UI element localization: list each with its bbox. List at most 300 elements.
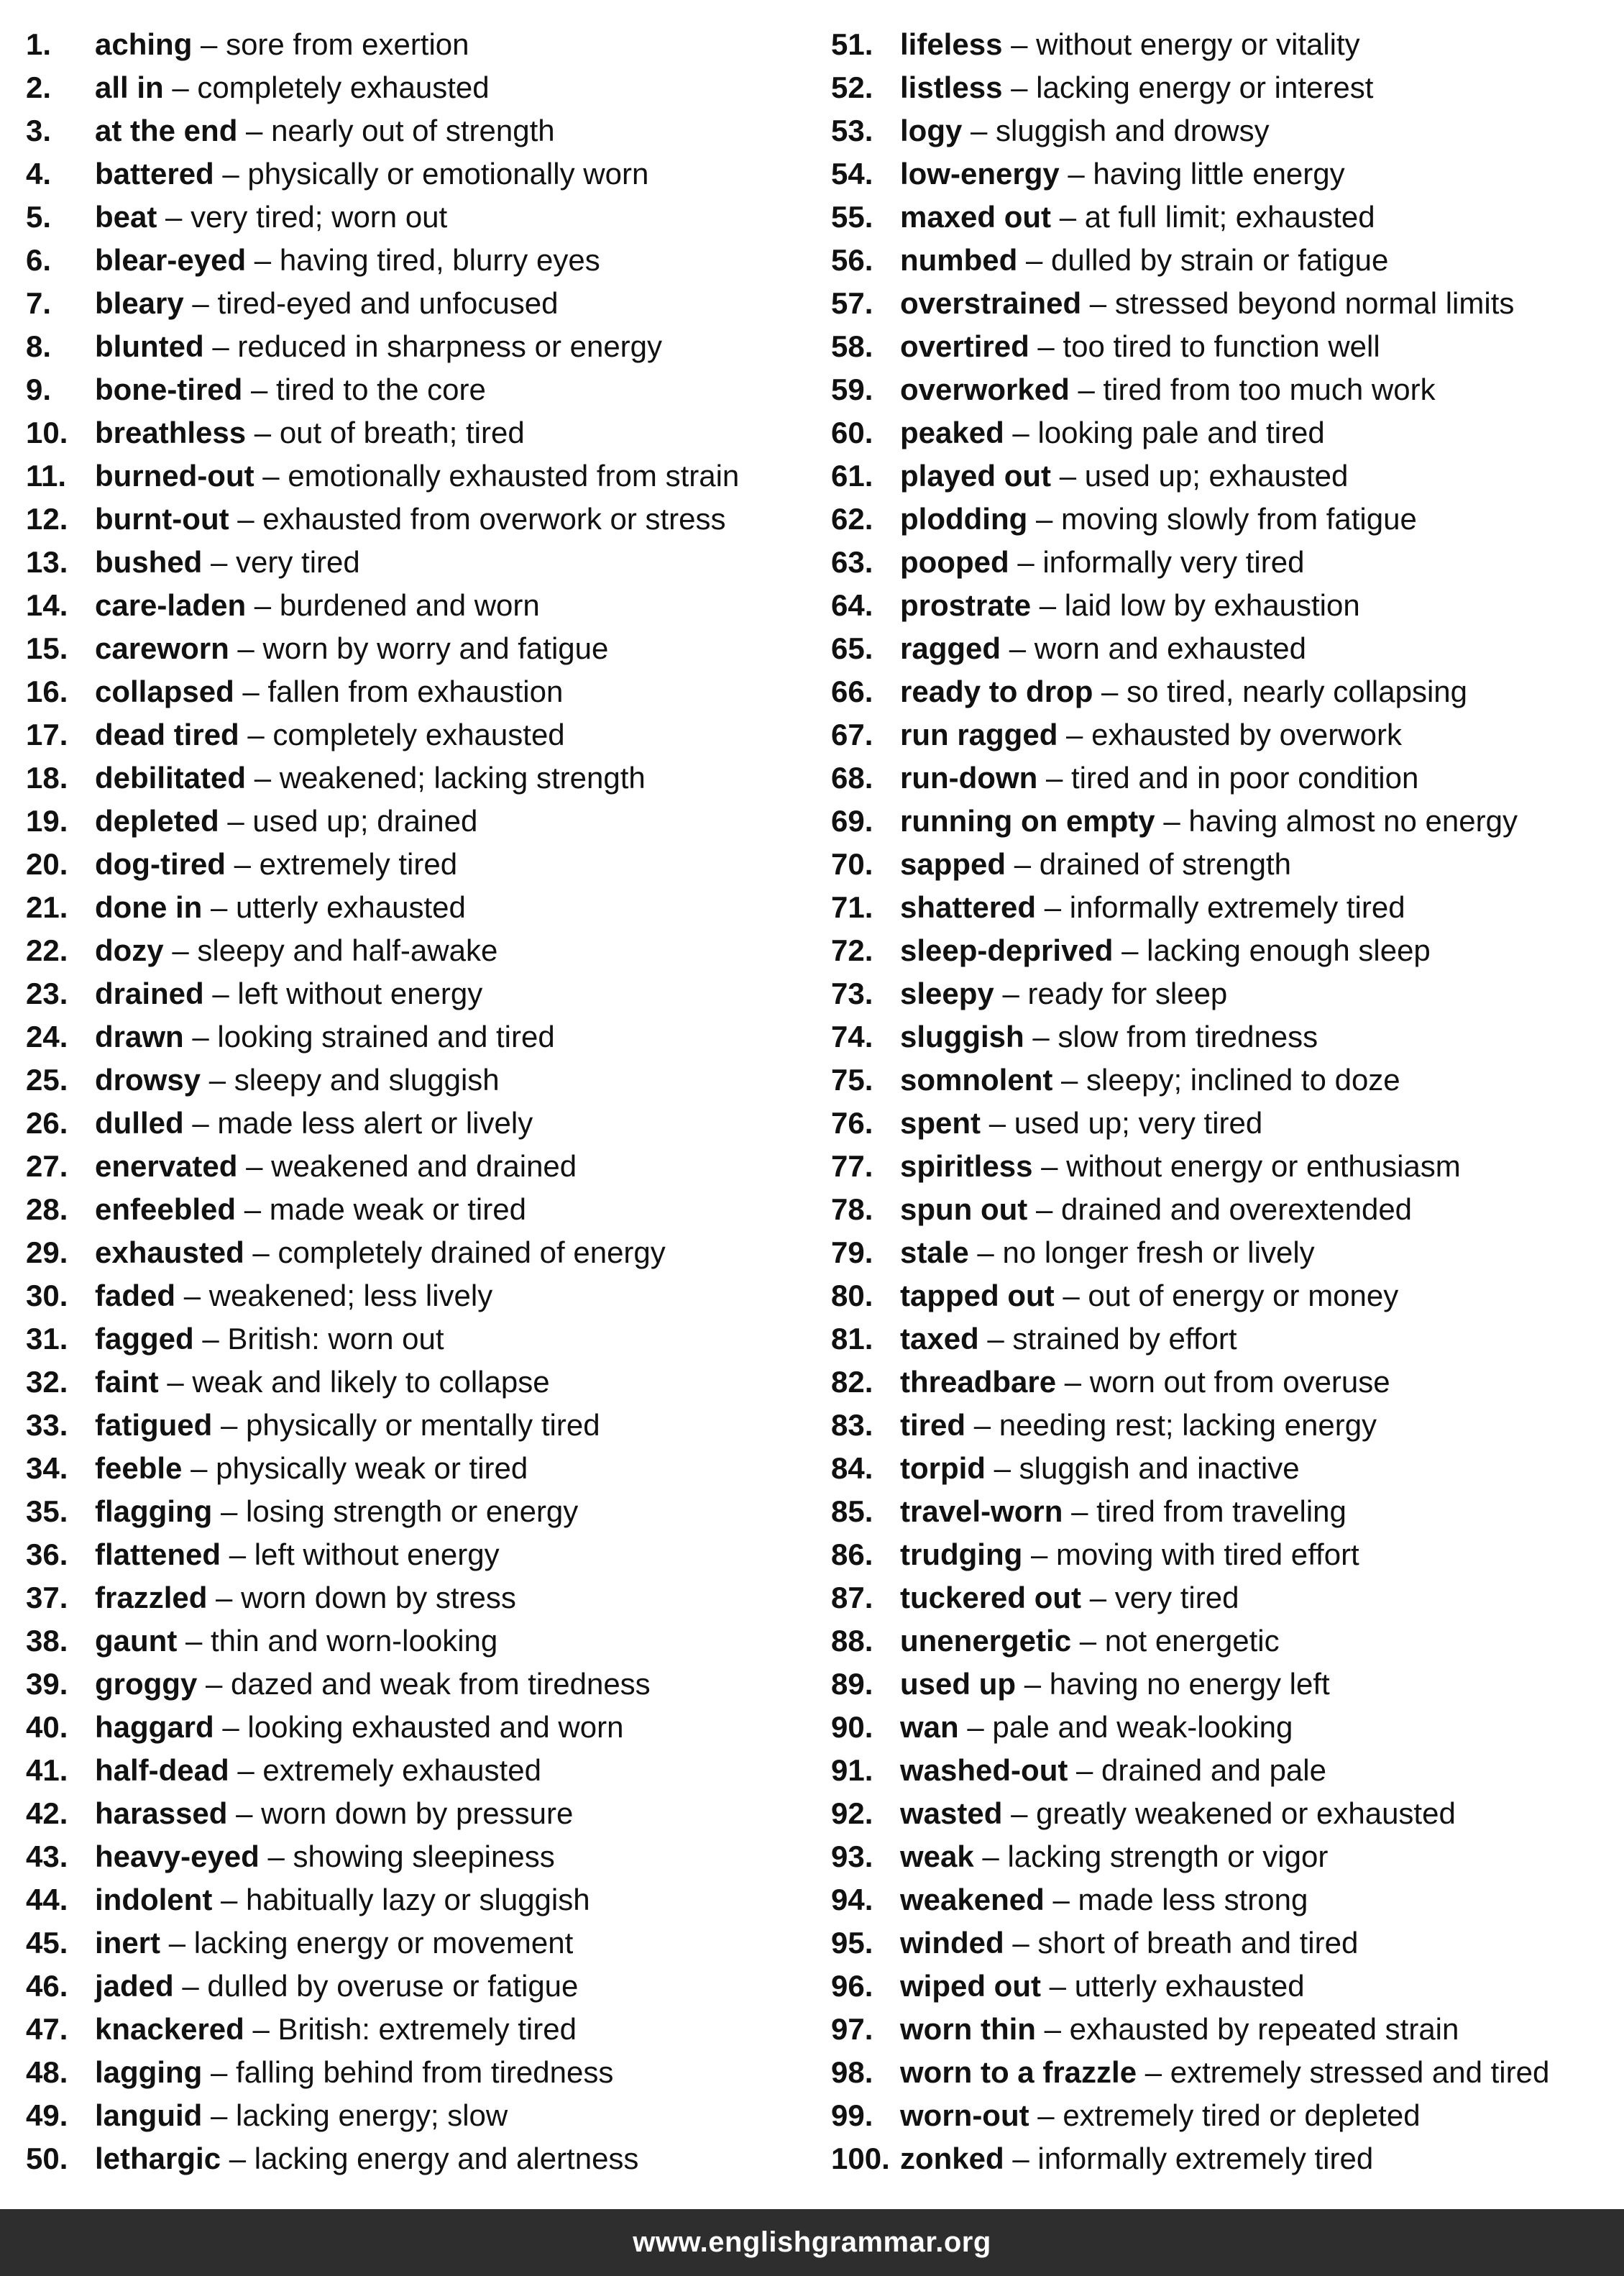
item-separator: –: [1052, 1883, 1070, 1916]
item-term: languid: [95, 2098, 203, 2132]
item-number: 29.: [26, 1235, 68, 1269]
item-term: overstrained: [900, 286, 1082, 320]
item-number: 6.: [26, 243, 52, 277]
list-item: [831, 757, 1615, 800]
item-term: beat: [95, 200, 157, 234]
item-definition: extremely tired or depleted: [1063, 2098, 1421, 2132]
item-number: 66.: [831, 675, 873, 708]
list-item: [831, 498, 1615, 541]
item-definition: having no energy left: [1049, 1667, 1330, 1701]
item-separator: –: [1061, 1063, 1078, 1097]
item-definition: weak and likely to collapse: [192, 1365, 550, 1399]
list-item: [26, 1231, 809, 1274]
item-number: 49.: [26, 2098, 68, 2132]
item-separator: –: [1059, 200, 1077, 234]
item-definition: lacking energy and alertness: [254, 2142, 639, 2175]
list-item: [831, 670, 1615, 713]
item-definition: dulled by overuse or fatigue: [207, 1969, 579, 2003]
item-number: 62.: [831, 502, 873, 536]
item-separator: –: [220, 1883, 238, 1916]
item-separator: –: [172, 933, 189, 967]
item-separator: –: [1045, 761, 1063, 795]
item-separator: –: [167, 1365, 184, 1399]
item-definition: having little energy: [1093, 157, 1345, 191]
item-definition: tired-eyed and unfocused: [217, 286, 559, 320]
item-term: numbed: [900, 243, 1018, 277]
item-term: faint: [95, 1365, 159, 1399]
item-number: 35.: [26, 1494, 68, 1528]
item-definition: very tired: [236, 545, 360, 579]
item-term: faded: [95, 1279, 176, 1312]
item-definition: used up; very tired: [1014, 1106, 1263, 1140]
list-item: [26, 886, 809, 929]
item-number: 86.: [831, 1537, 873, 1571]
item-definition: very tired: [1114, 1581, 1239, 1614]
item-number: 85.: [831, 1494, 873, 1528]
item-term: sluggish: [900, 1020, 1024, 1054]
item-term: run ragged: [900, 718, 1058, 751]
item-number: 28.: [26, 1192, 68, 1226]
item-number: 42.: [26, 1796, 68, 1830]
list-item: [26, 843, 809, 886]
item-definition: moving with tired effort: [1055, 1537, 1359, 1571]
item-number: 33.: [26, 1408, 68, 1442]
list-item: [831, 929, 1615, 972]
list-item: [831, 1663, 1615, 1706]
item-term: all in: [95, 70, 164, 104]
list-item: [831, 1404, 1615, 1447]
item-term: ragged: [900, 631, 1001, 665]
item-separator: –: [1163, 804, 1180, 838]
list-item: [831, 541, 1615, 584]
item-definition: made weak or tired: [269, 1192, 526, 1226]
item-separator: –: [1039, 588, 1057, 622]
item-separator: –: [237, 502, 254, 536]
list-item: [831, 66, 1615, 109]
item-number: 65.: [831, 631, 873, 665]
item-number: 55.: [831, 200, 873, 234]
item-number: 31.: [26, 1322, 68, 1356]
item-definition: dulled by strain or fatigue: [1051, 243, 1389, 277]
item-definition: without energy or enthusiasm: [1066, 1149, 1461, 1183]
word-list: [0, 23, 1624, 2188]
item-number: 2.: [26, 70, 52, 104]
item-separator: –: [237, 631, 254, 665]
item-number: 99.: [831, 2098, 873, 2132]
item-definition: drained and overextended: [1061, 1192, 1413, 1226]
item-definition: worn out from overuse: [1089, 1365, 1390, 1399]
item-number: 90.: [831, 1710, 873, 1744]
item-term: bushed: [95, 545, 203, 579]
list-item: [831, 411, 1615, 454]
item-number: 96.: [831, 1969, 873, 2003]
list-item: [26, 1706, 809, 1749]
item-term: harassed: [95, 1796, 228, 1830]
item-definition: without energy or vitality: [1036, 27, 1360, 61]
item-separator: –: [192, 1020, 209, 1054]
item-number: 77.: [831, 1149, 873, 1183]
item-definition: physically or mentally tired: [246, 1408, 600, 1442]
item-number: 8.: [26, 329, 52, 363]
item-term: bone-tired: [95, 373, 243, 406]
list-item: [26, 584, 809, 627]
item-definition: needing rest; lacking energy: [999, 1408, 1377, 1442]
item-term: plodding: [900, 502, 1028, 536]
item-term: lifeless: [900, 27, 1003, 61]
item-term: sapped: [900, 847, 1006, 881]
list-item: [831, 1102, 1615, 1145]
item-definition: left without energy: [237, 977, 483, 1010]
item-number: 3.: [26, 114, 52, 147]
item-separator: –: [1011, 1796, 1028, 1830]
list-item: [831, 109, 1615, 152]
item-definition: showing sleepiness: [293, 1839, 555, 1873]
item-term: weak: [900, 1839, 974, 1873]
list-item: [26, 2094, 809, 2137]
item-term: frazzled: [95, 1581, 208, 1614]
item-number: 1.: [26, 27, 52, 61]
item-separator: –: [1089, 286, 1107, 320]
item-separator: –: [1037, 2098, 1055, 2132]
item-number: 50.: [26, 2142, 68, 2175]
item-term: played out: [900, 459, 1052, 493]
item-definition: completely exhausted: [197, 70, 490, 104]
item-separator: –: [1066, 718, 1083, 751]
item-definition: not energetic: [1104, 1624, 1280, 1658]
item-term: travel-worn: [900, 1494, 1063, 1528]
list-item: [831, 1015, 1615, 1059]
item-term: worn thin: [900, 2012, 1036, 2046]
item-separator: –: [971, 114, 988, 147]
item-separator: –: [227, 804, 244, 838]
item-separator: –: [1079, 1624, 1097, 1658]
item-definition: worn and exhausted: [1034, 631, 1307, 665]
item-term: exhausted: [95, 1235, 244, 1269]
item-number: 4.: [26, 157, 52, 191]
item-number: 82.: [831, 1365, 873, 1399]
item-separator: –: [1064, 1365, 1082, 1399]
item-separator: –: [251, 373, 268, 406]
item-number: 41.: [26, 1753, 68, 1787]
item-definition: exhausted from overwork or stress: [262, 502, 726, 536]
item-term: jaded: [95, 1969, 174, 2003]
item-number: 24.: [26, 1020, 68, 1054]
item-definition: completely drained of energy: [277, 1235, 666, 1269]
item-separator: –: [1030, 1537, 1048, 1571]
item-term: wan: [900, 1710, 959, 1744]
list-item: [26, 757, 809, 800]
item-separator: –: [202, 1322, 219, 1356]
item-separator: –: [1032, 1020, 1050, 1054]
item-separator: –: [220, 1494, 238, 1528]
item-definition: extremely stressed and tired: [1170, 2055, 1550, 2089]
item-definition: weakened; lacking strength: [279, 761, 646, 795]
item-number: 88.: [831, 1624, 873, 1658]
item-number: 81.: [831, 1322, 873, 1356]
item-definition: lacking energy; slow: [236, 2098, 508, 2132]
item-number: 7.: [26, 286, 52, 320]
list-item: [26, 2051, 809, 2094]
item-number: 26.: [26, 1106, 68, 1140]
item-definition: tired from traveling: [1096, 1494, 1347, 1528]
item-separator: –: [254, 761, 272, 795]
item-number: 93.: [831, 1839, 873, 1873]
item-number: 21.: [26, 890, 68, 924]
item-number: 22.: [26, 933, 68, 967]
item-term: unenergetic: [900, 1624, 1072, 1658]
list-item: [831, 196, 1615, 239]
list-item: [26, 23, 809, 66]
item-term: blunted: [95, 329, 204, 363]
item-term: gaunt: [95, 1624, 178, 1658]
item-term: flagging: [95, 1494, 213, 1528]
item-definition: stressed beyond normal limits: [1114, 286, 1515, 320]
list-item: [831, 454, 1615, 498]
item-number: 25.: [26, 1063, 68, 1097]
list-item: [831, 1706, 1615, 1749]
item-term: torpid: [900, 1451, 986, 1485]
item-definition: sleepy; inclined to doze: [1086, 1063, 1400, 1097]
list-item: [26, 1921, 809, 1965]
item-separator: –: [1044, 890, 1062, 924]
list-item: [831, 239, 1615, 282]
item-number: 37.: [26, 1581, 68, 1614]
item-separator: –: [1035, 1192, 1053, 1226]
item-number: 19.: [26, 804, 68, 838]
item-term: burnt-out: [95, 502, 229, 536]
list-item: [26, 1059, 809, 1102]
item-separator: –: [165, 200, 183, 234]
item-definition: utterly exhausted: [1074, 1969, 1305, 2003]
list-item: [26, 1447, 809, 1490]
item-definition: lacking energy or movement: [193, 1926, 574, 1960]
item-term: shattered: [900, 890, 1037, 924]
item-separator: –: [211, 890, 228, 924]
item-separator: –: [252, 1235, 270, 1269]
list-item: [26, 929, 809, 972]
item-definition: sleepy and sluggish: [234, 1063, 500, 1097]
item-term: dozy: [95, 933, 164, 967]
item-term: tired: [900, 1408, 966, 1442]
item-definition: thin and worn-looking: [211, 1624, 498, 1658]
item-separator: –: [1044, 2012, 1061, 2046]
item-term: dead tired: [95, 718, 239, 751]
footer-website-url: www.englishgrammar.org: [633, 2226, 991, 2258]
list-item: [26, 282, 809, 325]
item-number: 10.: [26, 416, 68, 449]
item-term: pooped: [900, 545, 1009, 579]
item-separator: –: [973, 1408, 991, 1442]
item-definition: sluggish and inactive: [1019, 1451, 1300, 1485]
item-term: overtired: [900, 329, 1029, 363]
item-definition: strained by effort: [1012, 1322, 1237, 1356]
item-separator: –: [1014, 847, 1032, 881]
item-term: flattened: [95, 1537, 221, 1571]
item-term: breathless: [95, 416, 247, 449]
list-item: [831, 1965, 1615, 2008]
list-item: [831, 1792, 1615, 1835]
item-number: 54.: [831, 157, 873, 191]
item-definition: made less alert or lively: [217, 1106, 533, 1140]
list-item: [26, 1361, 809, 1404]
item-definition: no longer fresh or lively: [1002, 1235, 1315, 1269]
item-number: 58.: [831, 329, 873, 363]
item-number: 27.: [26, 1149, 68, 1183]
item-term: enervated: [95, 1149, 238, 1183]
list-item: [26, 1490, 809, 1533]
list-item: [26, 1317, 809, 1361]
item-term: haggard: [95, 1710, 214, 1744]
list-item: [26, 972, 809, 1015]
list-item: [831, 1145, 1615, 1188]
item-separator: –: [988, 1106, 1006, 1140]
list-item: [26, 368, 809, 411]
item-separator: –: [254, 243, 272, 277]
item-term: half-dead: [95, 1753, 229, 1787]
item-definition: out of energy or money: [1088, 1279, 1399, 1312]
item-term: zonked: [900, 2142, 1004, 2175]
list-item: [831, 886, 1615, 929]
item-separator: –: [172, 70, 189, 104]
item-definition: losing strength or energy: [246, 1494, 579, 1528]
item-separator: –: [262, 459, 280, 493]
item-number: 95.: [831, 1926, 873, 1960]
item-term: tuckered out: [900, 1581, 1082, 1614]
item-number: 91.: [831, 1753, 873, 1787]
list-item: [26, 196, 809, 239]
item-term: sleepy: [900, 977, 994, 1010]
item-term: sleep-deprived: [900, 933, 1114, 967]
item-separator: –: [222, 157, 239, 191]
item-number: 52.: [831, 70, 873, 104]
item-definition: ready for sleep: [1027, 977, 1228, 1010]
item-number: 64.: [831, 588, 873, 622]
item-term: fatigued: [95, 1408, 213, 1442]
item-separator: –: [1076, 1753, 1093, 1787]
item-separator: –: [1089, 1581, 1107, 1614]
list-item: [26, 325, 809, 368]
footer-bar: [0, 2209, 1624, 2276]
item-separator: –: [254, 416, 272, 449]
item-separator: –: [1059, 459, 1077, 493]
list-item: [26, 713, 809, 757]
item-separator: –: [1024, 1667, 1042, 1701]
item-definition: moving slowly from fatigue: [1060, 502, 1417, 536]
item-term: depleted: [95, 804, 219, 838]
item-term: drawn: [95, 1020, 184, 1054]
item-number: 76.: [831, 1106, 873, 1140]
item-definition: lacking strength or vigor: [1007, 1839, 1329, 1873]
item-separator: –: [211, 2055, 228, 2089]
item-definition: too tired to function well: [1063, 329, 1380, 363]
list-item: [831, 1878, 1615, 1921]
item-term: overworked: [900, 373, 1070, 406]
item-separator: –: [1012, 416, 1029, 449]
item-separator: –: [267, 1839, 285, 1873]
item-separator: –: [1002, 977, 1019, 1010]
item-separator: –: [1035, 502, 1053, 536]
item-definition: lacking energy or interest: [1036, 70, 1374, 104]
item-definition: very tired; worn out: [191, 200, 448, 234]
list-item: [831, 1749, 1615, 1792]
list-item: [831, 1490, 1615, 1533]
item-separator: –: [229, 2142, 247, 2175]
item-number: 44.: [26, 1883, 68, 1916]
item-separator: –: [221, 1408, 238, 1442]
item-separator: –: [1017, 545, 1035, 579]
item-number: 18.: [26, 761, 68, 795]
item-number: 36.: [26, 1537, 68, 1571]
item-term: stale: [900, 1235, 969, 1269]
item-separator: –: [967, 1710, 984, 1744]
item-number: 9.: [26, 373, 52, 406]
list-item: [831, 152, 1615, 196]
item-term: logy: [900, 114, 963, 147]
item-term: bleary: [95, 286, 184, 320]
item-separator: –: [1068, 157, 1085, 191]
item-separator: –: [1011, 70, 1028, 104]
item-term: knackered: [95, 2012, 244, 2046]
list-item: [26, 1663, 809, 1706]
item-definition: left without energy: [254, 1537, 500, 1571]
list-item: [831, 1274, 1615, 1317]
list-item: [831, 1835, 1615, 1878]
item-separator: –: [201, 27, 218, 61]
item-number: 100.: [831, 2142, 890, 2175]
item-definition: lacking enough sleep: [1147, 933, 1431, 967]
item-separator: –: [1144, 2055, 1162, 2089]
list-item: [831, 1576, 1615, 1619]
item-definition: out of breath; tired: [279, 416, 525, 449]
item-term: spiritless: [900, 1149, 1033, 1183]
item-term: drained: [95, 977, 204, 1010]
item-number: 70.: [831, 847, 873, 881]
item-number: 32.: [26, 1365, 68, 1399]
item-number: 57.: [831, 286, 873, 320]
item-definition: worn down by pressure: [261, 1796, 574, 1830]
item-definition: tired and in poor condition: [1070, 761, 1419, 795]
item-definition: reduced in sharpness or energy: [237, 329, 663, 363]
item-number: 16.: [26, 675, 68, 708]
item-term: lethargic: [95, 2142, 221, 2175]
item-term: tapped out: [900, 1279, 1055, 1312]
list-item: [26, 1878, 809, 1921]
item-definition: looking strained and tired: [217, 1020, 555, 1054]
item-definition: tired to the core: [276, 373, 486, 406]
item-term: battered: [95, 157, 214, 191]
item-definition: British: extremely tired: [277, 2012, 577, 2046]
item-term: run-down: [900, 761, 1038, 795]
word-list-column-right: [831, 23, 1615, 2180]
item-term: careworn: [95, 631, 229, 665]
item-number: 59.: [831, 373, 873, 406]
item-separator: –: [1049, 1969, 1067, 2003]
list-item: [831, 368, 1615, 411]
item-term: worn to a frazzle: [900, 2055, 1137, 2089]
item-term: wiped out: [900, 1969, 1041, 2003]
list-item: [831, 325, 1615, 368]
item-separator: –: [247, 718, 265, 751]
item-separator: –: [208, 1063, 226, 1097]
item-definition: sluggish and drowsy: [996, 114, 1270, 147]
item-separator: –: [236, 1796, 253, 1830]
list-item: [26, 1835, 809, 1878]
item-number: 23.: [26, 977, 68, 1010]
list-item: [26, 2008, 809, 2051]
item-definition: having tired, blurry eyes: [279, 243, 600, 277]
item-separator: –: [977, 1235, 994, 1269]
item-separator: –: [987, 1322, 1004, 1356]
